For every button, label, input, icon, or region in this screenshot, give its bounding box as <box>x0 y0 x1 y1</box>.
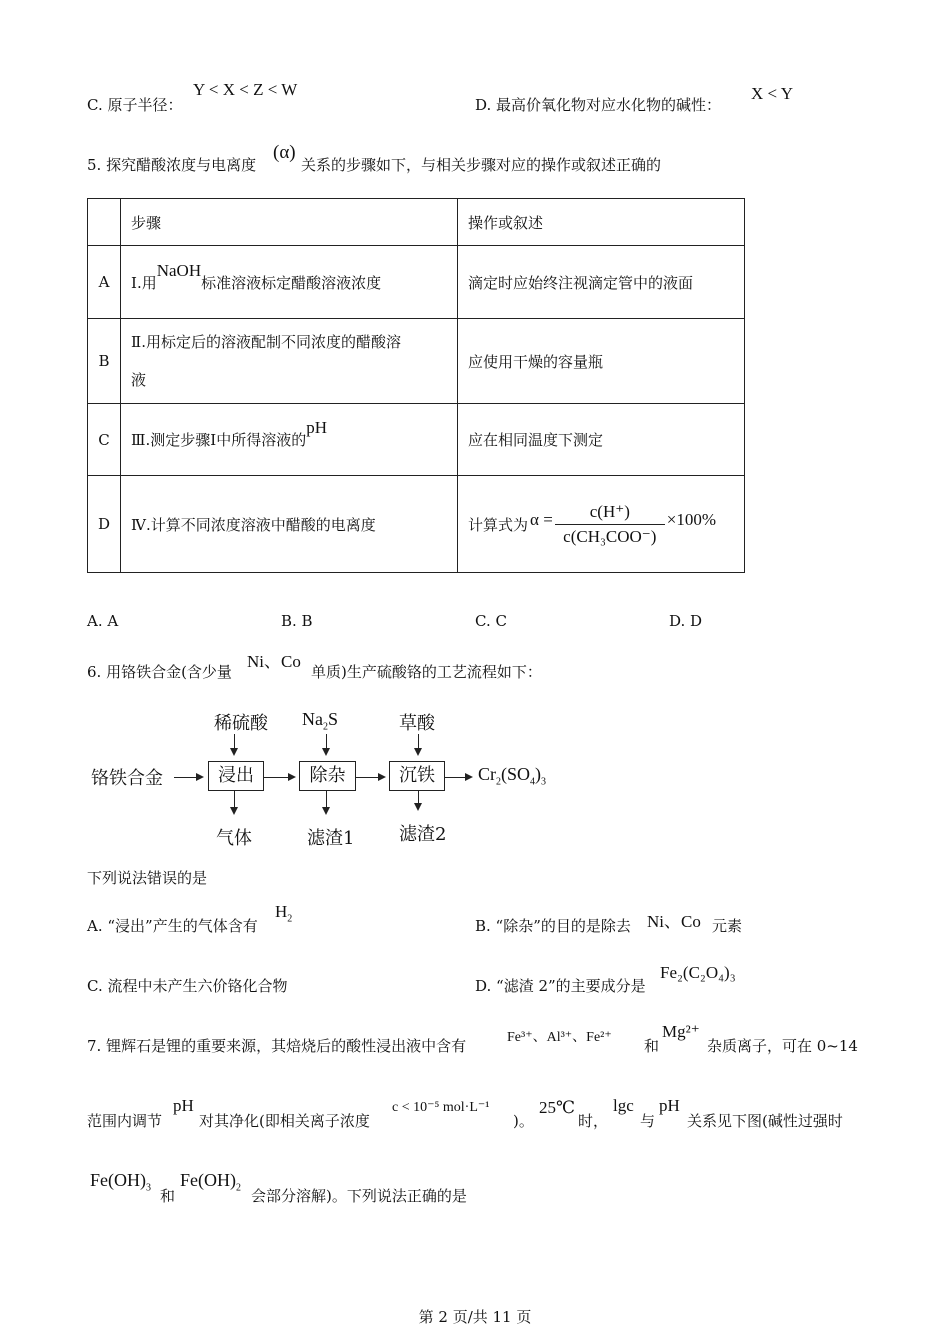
q4-option-d-math: X < Y <box>751 84 794 103</box>
q5-option-c: C. C <box>475 612 507 630</box>
q4-option-d-label: D. 最高价氧化物对应水化物的碱性： <box>475 96 722 114</box>
q5-row-a <box>88 246 745 319</box>
q5-row-c-step-text: Ⅲ.测定步骤Ⅰ中所得溶液的 <box>131 431 307 449</box>
q7-line1-b: 杂质离子，可在 0~14 <box>707 1037 858 1055</box>
flow-arrow-reagent2 <box>326 734 327 754</box>
q5-fraction <box>555 502 665 547</box>
q5-header-op: 操作或叙述 <box>458 199 745 246</box>
flow-arrow-1 <box>174 777 202 778</box>
q5-table-header <box>88 199 745 246</box>
page-footer: 第 2 页/共 11 页 <box>418 1308 532 1326</box>
flow-product-sub2: 4 <box>530 776 536 788</box>
flow-reagent-na-sub: 2 <box>323 721 328 733</box>
q7-and1: 和 <box>644 1037 660 1055</box>
q5-table <box>87 198 745 573</box>
q7-feoh3 <box>90 1170 151 1194</box>
q7-lgc: lgc <box>613 1096 634 1115</box>
q6-question: 下列说法错误的是 <box>87 869 208 887</box>
q5-row-a-step <box>121 246 458 319</box>
q6-stem-a: 6. 用铬铁合金(含少量 <box>87 663 232 681</box>
q5-row-b <box>88 319 745 404</box>
flow-reagent-acid: 稀硫酸 <box>214 713 268 734</box>
q7-ph1: pH <box>173 1096 194 1115</box>
q6-stem-math: Ni、Co <box>247 652 301 671</box>
q5-row-b-step-line1: Ⅱ.用标定后的溶液配制不同浓度的醋酸溶 <box>131 333 401 351</box>
q5-row-a-step-prefix: Ⅰ.用 <box>131 273 157 292</box>
q6-option-b: B. “除杂”的目的是除去 <box>475 917 631 935</box>
q5-fraction-denominator: c(CH₃COO⁻) <box>563 526 657 546</box>
flow-product-sub1: 2 <box>496 776 501 788</box>
q7-line2-c: )。 <box>513 1112 534 1130</box>
q7-ph2: pH <box>659 1096 680 1115</box>
flow-product-so: (SO <box>501 764 531 784</box>
flow-out-gas: 气体 <box>216 828 252 849</box>
flow-product-cr: Cr <box>478 764 496 784</box>
q7-with: 与 <box>640 1112 656 1130</box>
flow-out-residue2: 滤渣2 <box>399 824 447 845</box>
q5-fraction-bar <box>555 524 665 525</box>
flow-product-paren: ) <box>535 764 542 784</box>
q7-line2-e: 关系见下图(碱性过强时 <box>687 1112 843 1130</box>
q7-line2-a: 范围内调节 <box>87 1112 163 1130</box>
flow-reagent-oxalic: 草酸 <box>399 713 435 734</box>
q4-option-c-math: Y < X < Z < W <box>193 80 298 99</box>
q5-option-b: B. B <box>281 612 313 630</box>
flow-product-sub3: 3 <box>541 776 547 788</box>
q5-row-a-op: 滴定时应始终注视滴定管中的液面 <box>458 246 745 319</box>
flow-arrow-out3 <box>418 791 419 809</box>
q5-stem-alpha: (α) <box>273 142 296 163</box>
q5-row-b-step <box>121 319 458 404</box>
q5-stem-b: 关系的步骤如下，与相关步骤对应的操作或叙述正确的 <box>301 156 662 174</box>
q7-feoh3-main: Fe(OH) <box>90 1170 146 1190</box>
flow-arrow-reagent3 <box>418 734 419 754</box>
q7-ions: Fe³⁺、Al³⁺、Fe²⁺ <box>507 1030 612 1045</box>
q6-stem-b: 单质)生产硫酸铬的工艺流程如下： <box>311 663 542 681</box>
q4-option-d <box>475 94 721 115</box>
q7-line2-b: 对其净化(即相关离子浓度 <box>199 1112 370 1130</box>
q5-row-a-naoh: NaOH <box>156 260 202 280</box>
q4-option-c-label: C. 原子半径： <box>87 96 183 114</box>
q5-row-c-op: 应在相同温度下测定 <box>458 404 745 476</box>
flow-arrow-out1 <box>234 791 235 813</box>
flow-step-purify: 除杂 <box>299 761 356 791</box>
q5-stem-a: 5. 探究醋酸浓度与电离度 <box>87 156 257 174</box>
q5-row-c-step <box>121 404 458 476</box>
q6-option-b-tail: 元素 <box>712 917 743 935</box>
q5-row-b-step-line2: 液 <box>131 371 147 389</box>
q5-times-100: ×100% <box>666 510 717 529</box>
q6-option-a-sub: 2 <box>287 913 293 925</box>
q5-row-label: B <box>88 319 121 404</box>
flow-arrow-4 <box>445 777 471 778</box>
q5-row-label: C <box>88 404 121 476</box>
flow-arrow-out2 <box>326 791 327 813</box>
q6-option-a: A. “浸出”产生的气体含有 <box>87 917 258 935</box>
q5-row-c <box>88 404 745 476</box>
flow-arrow-2 <box>264 777 294 778</box>
q7-line2-d: 时， <box>578 1112 609 1130</box>
q5-header-step: 步骤 <box>121 199 458 246</box>
flow-step-iron: 沉铁 <box>389 761 445 791</box>
q6-option-c: C. 流程中未产生六价铬化合物 <box>87 977 288 995</box>
q7-feoh2-main: Fe(OH) <box>180 1170 236 1190</box>
q5-row-d <box>88 476 745 573</box>
flow-arrow-reagent1 <box>234 734 235 754</box>
q5-row-b-op: 应使用干燥的容量瓶 <box>458 319 745 404</box>
q5-alpha-eq: α = <box>530 510 553 529</box>
q6-option-b-math: Ni、Co <box>647 912 701 931</box>
q5-row-d-op <box>458 476 745 573</box>
flow-out-residue1: 滤渣1 <box>307 828 355 849</box>
q6-option-d: D. “滤渣 2”的主要成分是 <box>475 977 646 995</box>
q6-option-a-math <box>275 902 292 924</box>
q7-feoh2 <box>180 1170 241 1194</box>
q7-feoh3-sub: 3 <box>146 1182 151 1194</box>
q4-option-c <box>87 94 182 115</box>
flow-reagent-s: S <box>328 709 339 729</box>
flow-arrow-3 <box>356 777 384 778</box>
flow-start: 铬铁合金 <box>91 768 163 789</box>
q5-fraction-numerator: c(H⁺) <box>589 501 630 521</box>
q6-option-d-math: Fe₂(C₂O₄)₃ <box>660 963 736 982</box>
q7-temp: 25℃ <box>539 1098 576 1117</box>
q5-option-a: A. A <box>87 612 119 630</box>
q5-row-d-step: Ⅳ.计算不同浓度溶液中醋酸的电离度 <box>121 476 458 573</box>
q5-option-d: D. D <box>669 612 703 630</box>
q7-line1-a: 7. 锂辉石是锂的重要来源，其焙烧后的酸性浸出液中含有 <box>87 1037 467 1055</box>
q5-row-label: A <box>88 246 121 319</box>
q5-row-d-op-prefix: 计算式为 <box>468 515 529 534</box>
q7-mg: Mg²⁺ <box>662 1022 700 1041</box>
q6-option-a-h: H <box>275 902 288 921</box>
flow-product <box>478 764 546 788</box>
flow-reagent-na: Na <box>302 709 323 729</box>
q5-row-a-step-suffix: 标准溶液标定醋酸溶液浓度 <box>201 273 382 292</box>
q7-and2: 和 <box>160 1187 176 1205</box>
q5-header-blank <box>88 199 121 246</box>
q5-row-label: D <box>88 476 121 573</box>
q5-stem <box>87 154 256 175</box>
flow-reagent-na2s <box>302 709 338 733</box>
q7-line3-b: 会部分溶解)。下列说法正确的是 <box>251 1187 467 1205</box>
flow-step-leach: 浸出 <box>208 761 264 791</box>
q7-feoh2-sub: 2 <box>236 1182 241 1194</box>
q5-row-c-ph: pH <box>306 418 327 437</box>
q7-conc: c < 10⁻⁵ mol·L⁻¹ <box>392 1100 490 1115</box>
